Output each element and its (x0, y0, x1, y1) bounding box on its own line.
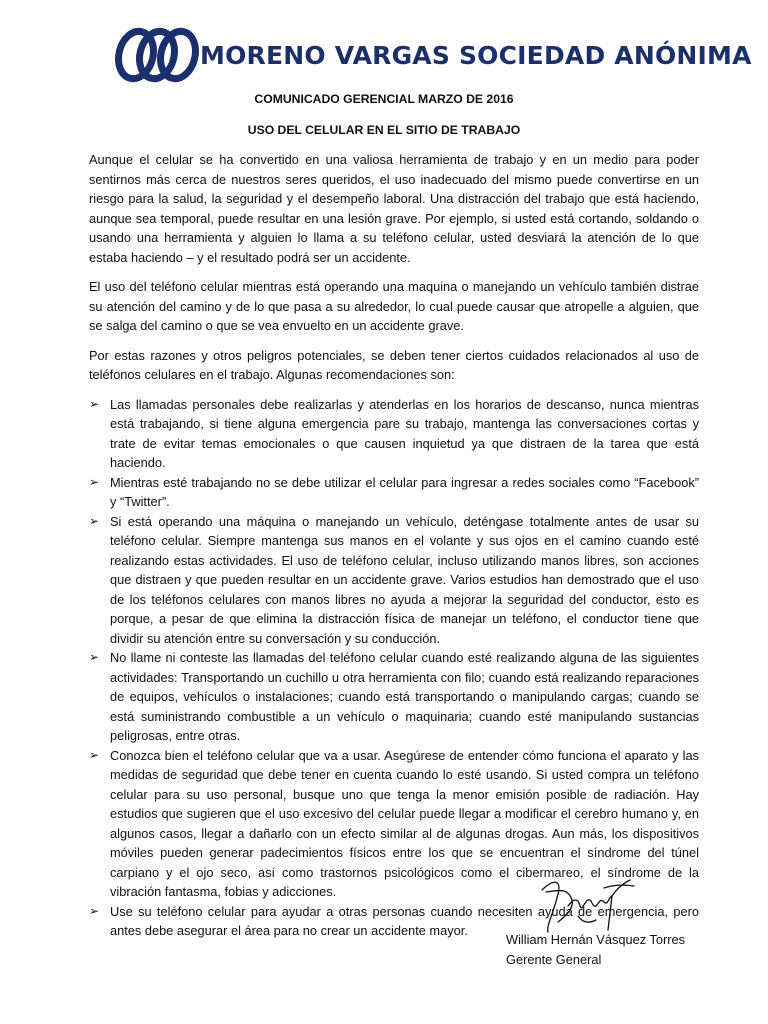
arrow-bullet-icon: ➢ (89, 396, 100, 411)
recommendation-text: Las llamadas personales debe realizarlas y atenderlas en los horarios de descanso, nunca mientras está trabajando, si tiene alguna emergencia pare su trabajo, mantenga las conversaciones cortas y trate de evitar temas emocionales o que causen inquietud ya que distraen de la tarea que está haciendo. (110, 396, 699, 470)
handwritten-signature-icon (538, 872, 638, 936)
recommendation-text: Use su teléfono celular para ayudar a otras personas cuando necesiten ayuda de emergencia, pero antes debe asegurar el área para no crear un accidente mayor. (110, 903, 699, 938)
signer-name: William Hernán Vásquez Torres (506, 932, 685, 947)
recommendation-text: Si está operando una máquina o manejando un vehículo, deténgase totalmente antes de usar su teléfono celular. Siempre mantenga sus manos en el volante y sus ojos en el camino cuando esté realizando estas actividades. El uso de teléfono celular, incluso utilizando manos libres, son acciones que distraen y que pueden resultar en un accidente grave. Varios estudios han demostrado que el uso de los teléfonos celulares con manos libres no ayuda a mejorar la seguridad del conductor, esto es porque, a pesar de que elimina la distracción física de manejar un teléfono, el conductor tiene que dividir su atención entre su conversación y su conducción. (110, 513, 699, 646)
list-item (89, 473, 699, 512)
paragraph-driving: El uso del teléfono celular mientras está operando una maquina o manejando un vehículo también distrae su atención del camino y de lo que pasa a su alrededor, lo cual puede causar que atropelle a alguien, que se salga del camino o que se vea envuelto en un accidente grave. (89, 279, 699, 333)
arrow-bullet-icon: ➢ (89, 747, 100, 762)
document-body (89, 150, 699, 941)
paragraph-recommendations-lead: Por estas razones y otros peligros potenciales, se deben tener ciertos cuidados relacionados al uso de teléfonos celulares en el trabajo. Algunas recomendaciones son: (89, 347, 699, 382)
company-logo-icon (110, 25, 206, 85)
recommendations-list (89, 395, 699, 941)
recommendation-text: Mientras esté trabajando no se debe utilizar el celular para ingresar a redes sociales como “Facebook” y “Twitter”. (110, 474, 699, 509)
arrow-bullet-icon: ➢ (89, 513, 100, 528)
document-subtitle: USO DEL CELULAR EN EL SITIO DE TRABAJO (247, 123, 521, 137)
paragraph-intro: Aunque el celular se ha convertido en una valiosa herramienta de trabajo y en un medio para poder sentirnos más cerca de nuestros seres queridos, el uso inadecuado del mismo puede convertirse en un riesgo para la salud, la seguridad y el desempeño laboral. Una distracción del trabajo que está haciendo, aunque sea temporal, puede resultar en una lesión grave. Por ejemplo, si usted está cortando, soldando o usando una herramienta y alguien lo llama a su teléfono celular, usted desviará la atención de lo que estaba haciendo – y el resultado podrá ser un accidente. (89, 152, 699, 265)
list-item (89, 648, 699, 746)
letterhead (110, 22, 752, 88)
list-item (89, 512, 699, 649)
recommendation-text: No llame ni conteste las llamadas del teléfono celular cuando esté realizando alguna de las siguientes actividades: Transportando un cuchillo u otra herramienta con filo; cuando está realizando reparaciones de equipos, vehículos o instalaciones; cuando está transportando o manipulando cargas; cuando se está suministrando combustible a un vehículo o maquinaria; cuando esté manipulando sustancias peligrosas, entre otras. (110, 650, 699, 743)
document-title: COMUNICADO GERENCIAL MARZO DE 2016 (254, 92, 514, 106)
recommendation-text: Conozca bien el teléfono celular que va a usar. Asegúrese de entender cómo funciona el aparato y las medidas de seguridad que debe tener en cuenta cuando lo esté usando. Si usted compra un teléfono celular para su uso personal, busque uno que tenga la menor emisión posible de radiación. Hay estudios que sugieren que el uso excesivo del celular puede llegar a modificar el cerebro humano y, en algunos casos, llegar a dañarlo con un efecto similar al de algunas drogas. Aun más, los dispositivos móviles pueden generar padecimientos físicos entre los que se encuentran el síndrome del túnel carpiano y el ojo seco, así como trastornos psicológicos como el cibermareo, el síndrome de la vibración fantasma, fobias y adicciones. (110, 747, 699, 899)
list-item (89, 395, 699, 473)
signer-role: Gerente General (506, 952, 602, 967)
company-name: MORENO VARGAS SOCIEDAD ANÓNIMA (200, 40, 752, 70)
arrow-bullet-icon: ➢ (89, 474, 100, 489)
arrow-bullet-icon: ➢ (89, 903, 100, 918)
arrow-bullet-icon: ➢ (89, 650, 100, 664)
